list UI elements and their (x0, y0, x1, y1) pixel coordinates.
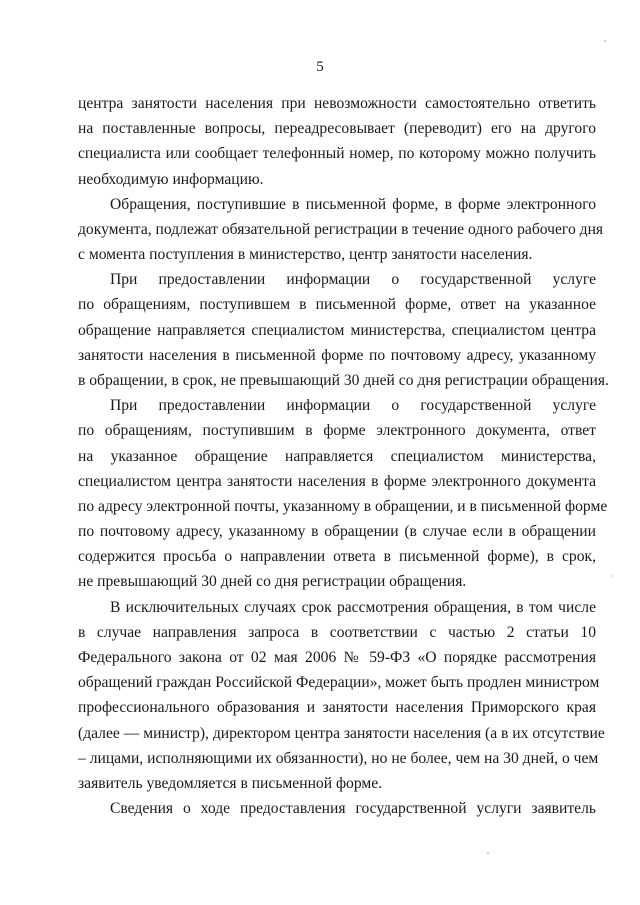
text-line: специалистом центра занятости населения в форме электронного документа (78, 472, 596, 490)
text-line: по обращениям, поступившим в форме электронного документа, ответ (78, 422, 596, 440)
text-line: по почтовому адресу, указанному в обращении (в случае если в обращении (78, 523, 596, 541)
text-line: на поставленные вопросы, переадресовывает (переводит) его на другого (78, 120, 596, 138)
text-line: Обращения, поступившие в письменной форме, в форме электронного (110, 195, 596, 213)
scan-speck (487, 852, 489, 854)
scan-speck (604, 40, 606, 42)
text-line: – лицами, исполняющими их обязанности), но не более, чем на 30 дней, о чем (78, 749, 599, 767)
text-line: Федерального закона от 02 мая 2006 № 59-ФЗ «О порядке рассмотрения (78, 649, 596, 666)
scan-speck (612, 575, 613, 577)
text-line: по адресу электронной почты, указанному в обращении, и в письменной форме (78, 497, 608, 515)
text-line: в случае направления запроса в соответствии с частью 2 статьи 10 (78, 623, 596, 641)
text-line: необходимую информацию. (78, 170, 264, 188)
page-number: 5 (316, 59, 324, 75)
text-line: При предоставлении информации о государственной услуге (110, 397, 596, 415)
text-line: не превышающий 30 дней со дня регистрации обращения. (78, 573, 467, 591)
text-line: на указанное обращение направляется специалистом министерства, (78, 447, 596, 465)
text-line: заявитель уведомляется в письменной форме. (78, 774, 383, 792)
text-line: обращение направляется специалистом министерства, специалистом центра (78, 321, 596, 339)
text-line: центра занятости населения при невозможности самостоятельно ответить (78, 95, 596, 112)
text-line: обращений граждан Российской Федерации», может быть продлен министром (78, 674, 600, 692)
text-line: занятости населения в письменной форме по почтовому адресу, указанному (78, 346, 596, 364)
text-line: в обращении, в срок, не превышающий 30 дней со дня регистрации обращения. (78, 372, 609, 389)
text-line: При предоставлении информации о государственной услуге (110, 271, 596, 289)
text-line: (далее — министр), директором центра занятости населения (а в их отсутствие (78, 724, 605, 742)
text-line: содержится просьба о направлении ответа в письменной форме), в срок, (78, 548, 596, 566)
text-line: по обращениям, поступившем в письменной форме, ответ на указанное (78, 296, 596, 314)
text-line: профессионального образования и занятости населения Приморского края (78, 699, 596, 717)
text-line: Сведения о ходе предоставления государственной услуги заявитель (110, 800, 596, 817)
text-line: с момента поступления в министерство, центр занятости населения. (78, 246, 533, 264)
text-line: В исключительных случаях срок рассмотрения обращения, в том числе (110, 598, 596, 616)
text-line: специалиста или сообщает телефонный номер, по которому можно получить (78, 145, 596, 163)
text-line: документа, подлежат обязательной регистрации в течение одного рабочего дня (78, 220, 604, 238)
